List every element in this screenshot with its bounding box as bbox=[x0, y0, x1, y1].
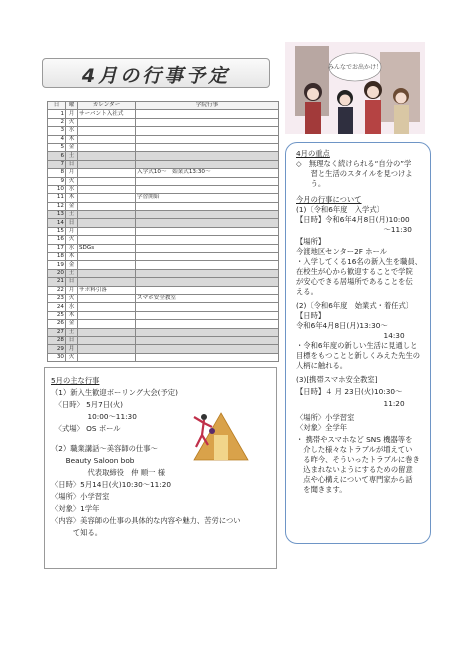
calendar-day: 24 bbox=[48, 303, 66, 311]
calendar-event bbox=[136, 253, 279, 261]
calendar-weekday: 木 bbox=[66, 311, 78, 319]
focus-line: 込まれないようにするための留意 bbox=[296, 465, 413, 474]
calendar-event bbox=[136, 227, 279, 235]
calendar-row bbox=[48, 278, 279, 286]
calendar-weekday: 月 bbox=[66, 110, 78, 118]
calendar-note: サポ料引落 bbox=[78, 286, 136, 294]
calendar-note bbox=[78, 294, 136, 302]
focus-line: 今渡地区センター2F ホール bbox=[296, 247, 387, 256]
calendar-weekday: 土 bbox=[66, 152, 78, 160]
calendar-day: 7 bbox=[48, 160, 66, 168]
calendar-event bbox=[136, 185, 279, 193]
calendar-note bbox=[78, 328, 136, 336]
focus-line: (3)[携帯スマホ安全教室] bbox=[296, 375, 378, 384]
calendar-row bbox=[48, 286, 279, 294]
calendar-event bbox=[136, 353, 279, 361]
col-calendar: カレンダー bbox=[78, 102, 136, 110]
focus-line: 人柄に触れる。 bbox=[296, 361, 348, 370]
calendar-day: 9 bbox=[48, 177, 66, 185]
may-event-line: （2）職業講話～美容師の仕事～ bbox=[51, 444, 158, 453]
calendar-day: 20 bbox=[48, 269, 66, 277]
calendar-row bbox=[48, 253, 279, 261]
calendar-row bbox=[48, 135, 279, 143]
calendar-weekday: 火 bbox=[66, 353, 78, 361]
calendar-row bbox=[48, 127, 279, 135]
calendar-event bbox=[136, 177, 279, 185]
calendar-event bbox=[136, 118, 279, 126]
calendar-event bbox=[136, 336, 279, 344]
focus-line: 【日時】４ 月 23日(火)10:30～ bbox=[296, 387, 403, 396]
calendar-row bbox=[48, 303, 279, 311]
calendar-note bbox=[78, 303, 136, 311]
calendar-row bbox=[48, 177, 279, 185]
may-event-line: 〈内容〉美容師の仕事の具体的な内容や魅力、苦労につい bbox=[51, 516, 241, 525]
calendar-weekday: 金 bbox=[66, 320, 78, 328]
calendar-event bbox=[136, 152, 279, 160]
calendar-note bbox=[78, 336, 136, 344]
focus-line: 今月の行事について bbox=[296, 195, 362, 204]
calendar-note bbox=[78, 278, 136, 286]
focus-line: 【日時】令和6年4月8日(月)10:00 bbox=[296, 215, 410, 224]
calendar-note: サーバント入社式 bbox=[78, 110, 136, 118]
calendar-row bbox=[48, 169, 279, 177]
focus-line: 習と生活のスタイルを見つけよ bbox=[296, 169, 413, 178]
focus-line: ・入学してくる16名の新入生を職員、 bbox=[296, 257, 423, 266]
calendar-weekday: 土 bbox=[66, 328, 78, 336]
calendar-row bbox=[48, 336, 279, 344]
calendar-event bbox=[136, 202, 279, 210]
calendar-note bbox=[78, 135, 136, 143]
calendar-row bbox=[48, 118, 279, 126]
focus-line: 点や心構えについて専門家から話 bbox=[296, 475, 413, 484]
calendar-day: 28 bbox=[48, 336, 66, 344]
calendar-weekday: 月 bbox=[66, 286, 78, 294]
calendar-day: 10 bbox=[48, 185, 66, 193]
focus-line: える。 bbox=[296, 287, 318, 296]
calendar-event bbox=[136, 127, 279, 135]
focus-line: 〈対象〉全学年 bbox=[296, 423, 348, 432]
calendar-weekday: 日 bbox=[66, 278, 78, 286]
calendar-event bbox=[136, 328, 279, 336]
calendar-row bbox=[48, 353, 279, 361]
title-banner bbox=[42, 58, 270, 88]
may-event-line: 10:00～11:30 bbox=[51, 412, 137, 421]
calendar-note bbox=[78, 152, 136, 160]
calendar-weekday: 木 bbox=[66, 253, 78, 261]
calendar-weekday: 水 bbox=[66, 127, 78, 135]
focus-line: 11:20 bbox=[296, 399, 405, 408]
calendar-event: 学習開始 bbox=[136, 194, 279, 202]
calendar-day: 25 bbox=[48, 311, 66, 319]
focus-line: ・ 携帯やスマホなど SNS 機器等を bbox=[296, 435, 413, 444]
calendar-weekday: 月 bbox=[66, 345, 78, 353]
calendar-day: 14 bbox=[48, 219, 66, 227]
calendar-event: 入学式10～ 始業式13:30～ bbox=[136, 169, 279, 177]
may-event-line: 〈日時〉 5月7日(火) bbox=[51, 400, 124, 409]
calendar-row bbox=[48, 194, 279, 202]
calendar-weekday: 火 bbox=[66, 177, 78, 185]
calendar-note bbox=[78, 211, 136, 219]
calendar-day: 27 bbox=[48, 328, 66, 336]
calendar-note: SDGs bbox=[78, 244, 136, 252]
calendar-note bbox=[78, 227, 136, 235]
calendar-day: 16 bbox=[48, 236, 66, 244]
calendar-day: 5 bbox=[48, 143, 66, 151]
calendar-event bbox=[136, 110, 279, 118]
calendar-day: 8 bbox=[48, 169, 66, 177]
calendar-event bbox=[136, 286, 279, 294]
calendar-event: スマホ安全教室 bbox=[136, 294, 279, 302]
col-weekday: 曜 bbox=[66, 102, 78, 110]
calendar-weekday: 土 bbox=[66, 269, 78, 277]
col-day: 日 bbox=[48, 102, 66, 110]
calendar-event bbox=[136, 236, 279, 244]
calendar-event bbox=[136, 219, 279, 227]
calendar-note bbox=[78, 185, 136, 193]
calendar-weekday: 金 bbox=[66, 143, 78, 151]
calendar-day: 21 bbox=[48, 278, 66, 286]
calendar-event bbox=[136, 303, 279, 311]
calendar-day: 4 bbox=[48, 135, 66, 143]
calendar-weekday: 金 bbox=[66, 202, 78, 210]
calendar-note bbox=[78, 269, 136, 277]
calendar-weekday: 木 bbox=[66, 194, 78, 202]
calendar-note bbox=[78, 127, 136, 135]
may-event-line: （1）新入生歓迎ボーリング大会(予定) bbox=[51, 388, 178, 397]
calendar-note bbox=[78, 345, 136, 353]
focus-line: が安心できる居場所であることを伝 bbox=[296, 277, 413, 286]
illustration-caption: みんなでお出かけ！ bbox=[327, 64, 383, 71]
calendar-day: 1 bbox=[48, 110, 66, 118]
calendar-weekday: 水 bbox=[66, 303, 78, 311]
focus-line: う。 bbox=[296, 179, 326, 188]
focus-line: る昨今、そういったトラブルに巻き bbox=[296, 455, 420, 464]
focus-line: 【場所】 bbox=[296, 237, 326, 246]
may-event-line: 代表取締役 仲 順一 様 bbox=[51, 468, 166, 477]
calendar-event bbox=[136, 211, 279, 219]
calendar-row bbox=[48, 143, 279, 151]
calendar-day: 11 bbox=[48, 194, 66, 202]
calendar-day: 3 bbox=[48, 127, 66, 135]
calendar-day: 19 bbox=[48, 261, 66, 269]
calendar-row bbox=[48, 311, 279, 319]
calendar-row bbox=[48, 261, 279, 269]
calendar-weekday: 土 bbox=[66, 211, 78, 219]
calendar-day: 6 bbox=[48, 152, 66, 160]
calendar-event bbox=[136, 345, 279, 353]
focus-line: 【日時】 bbox=[296, 311, 326, 320]
bowling-illustration bbox=[186, 405, 256, 465]
calendar-day: 13 bbox=[48, 211, 66, 219]
calendar-day: 26 bbox=[48, 320, 66, 328]
calendar-row bbox=[48, 160, 279, 168]
calendar-row bbox=[48, 219, 279, 227]
calendar-note bbox=[78, 160, 136, 168]
focus-line: を聞きます。 bbox=[296, 485, 347, 494]
may-event-line: 〈場所〉小学習室 bbox=[51, 492, 110, 501]
focus-line: 令和6年4月8日(月)13:30～ bbox=[296, 321, 388, 330]
calendar-row bbox=[48, 294, 279, 302]
calendar-weekday: 日 bbox=[66, 336, 78, 344]
calendar-row bbox=[48, 328, 279, 336]
calendar-note bbox=[78, 202, 136, 210]
calendar-day: 12 bbox=[48, 202, 66, 210]
focus-line: ◇ 無理なく続けられる“自分の”学 bbox=[296, 159, 412, 168]
calendar-row bbox=[48, 202, 279, 210]
calendar-row bbox=[48, 185, 279, 193]
calendar-row bbox=[48, 211, 279, 219]
calendar-event bbox=[136, 244, 279, 252]
may-event-line: て知る。 bbox=[51, 528, 103, 537]
calendar-event bbox=[136, 311, 279, 319]
calendar-weekday: 火 bbox=[66, 294, 78, 302]
calendar-weekday: 水 bbox=[66, 244, 78, 252]
calendar-event bbox=[136, 320, 279, 328]
students-illustration bbox=[285, 42, 425, 134]
calendar-weekday: 金 bbox=[66, 261, 78, 269]
focus-line: 14:30 bbox=[296, 331, 405, 340]
may-events-heading: 5月の主な行事 bbox=[51, 376, 100, 385]
calendar-day: 22 bbox=[48, 286, 66, 294]
calendar-row bbox=[48, 227, 279, 235]
calendar-note bbox=[78, 143, 136, 151]
calendar-weekday: 火 bbox=[66, 236, 78, 244]
calendar-day: 23 bbox=[48, 294, 66, 302]
focus-line: 4月の重点 bbox=[296, 149, 330, 158]
may-event-line: 〈式場〉 OS ボール bbox=[51, 424, 121, 433]
col-school-events: 学院行事 bbox=[136, 102, 279, 110]
calendar-day: 30 bbox=[48, 353, 66, 361]
calendar-note bbox=[78, 320, 136, 328]
focus-line: (1)〔令和6年度 入学式〕 bbox=[296, 205, 384, 214]
calendar-row bbox=[48, 320, 279, 328]
calendar-day: 2 bbox=[48, 118, 66, 126]
calendar-event bbox=[136, 143, 279, 151]
calendar-note bbox=[78, 261, 136, 269]
focus-line: 目標をもつことと新しくみえた先生の bbox=[296, 351, 421, 360]
calendar-note bbox=[78, 194, 136, 202]
calendar-weekday: 日 bbox=[66, 219, 78, 227]
calendar-row bbox=[48, 345, 279, 353]
may-event-line: 〈対象〉1学年 bbox=[51, 504, 100, 513]
calendar-day: 17 bbox=[48, 244, 66, 252]
may-event-line: 〈日時〉5月14日(火)10:30～11:20 bbox=[51, 480, 172, 489]
calendar-row bbox=[48, 244, 279, 252]
calendar-note bbox=[78, 253, 136, 261]
calendar-weekday: 月 bbox=[66, 169, 78, 177]
calendar-weekday: 木 bbox=[66, 135, 78, 143]
calendar-event bbox=[136, 269, 279, 277]
may-event-line: Beauty Saloon bob bbox=[51, 456, 135, 465]
calendar-event bbox=[136, 160, 279, 168]
calendar-note bbox=[78, 236, 136, 244]
calendar-row bbox=[48, 236, 279, 244]
focus-line: 〈場所〉小学習室 bbox=[296, 413, 355, 422]
focus-line: 在校生が心から歓迎することで学院 bbox=[296, 267, 413, 276]
focus-line: (2)〔令和6年度 始業式・着任式〕 bbox=[296, 301, 414, 310]
calendar-note bbox=[78, 219, 136, 227]
focus-line: ・令和6年度の新しい生活に見通しと bbox=[296, 341, 418, 350]
calendar-row bbox=[48, 269, 279, 277]
calendar-weekday: 火 bbox=[66, 118, 78, 126]
calendar-day: 15 bbox=[48, 227, 66, 235]
calendar-weekday: 水 bbox=[66, 185, 78, 193]
calendar-event bbox=[136, 278, 279, 286]
calendar-note bbox=[78, 118, 136, 126]
calendar-event bbox=[136, 261, 279, 269]
calendar-event bbox=[136, 135, 279, 143]
calendar-row bbox=[48, 152, 279, 160]
calendar-weekday: 日 bbox=[66, 160, 78, 168]
calendar-weekday: 月 bbox=[66, 227, 78, 235]
focus-line: 介した様々なトラブルが増えてい bbox=[296, 445, 413, 454]
calendar-day: 18 bbox=[48, 253, 66, 261]
focus-line: ～11:30 bbox=[296, 225, 412, 234]
calendar-note bbox=[78, 353, 136, 361]
page-title: 4月の行事予定 bbox=[81, 65, 231, 87]
may-events-panel bbox=[44, 367, 277, 569]
calendar-note bbox=[78, 311, 136, 319]
calendar-note bbox=[78, 169, 136, 177]
monthly-focus-panel bbox=[285, 142, 431, 544]
calendar-row bbox=[48, 110, 279, 118]
april-calendar bbox=[47, 101, 279, 362]
calendar-day: 29 bbox=[48, 345, 66, 353]
calendar-note bbox=[78, 177, 136, 185]
